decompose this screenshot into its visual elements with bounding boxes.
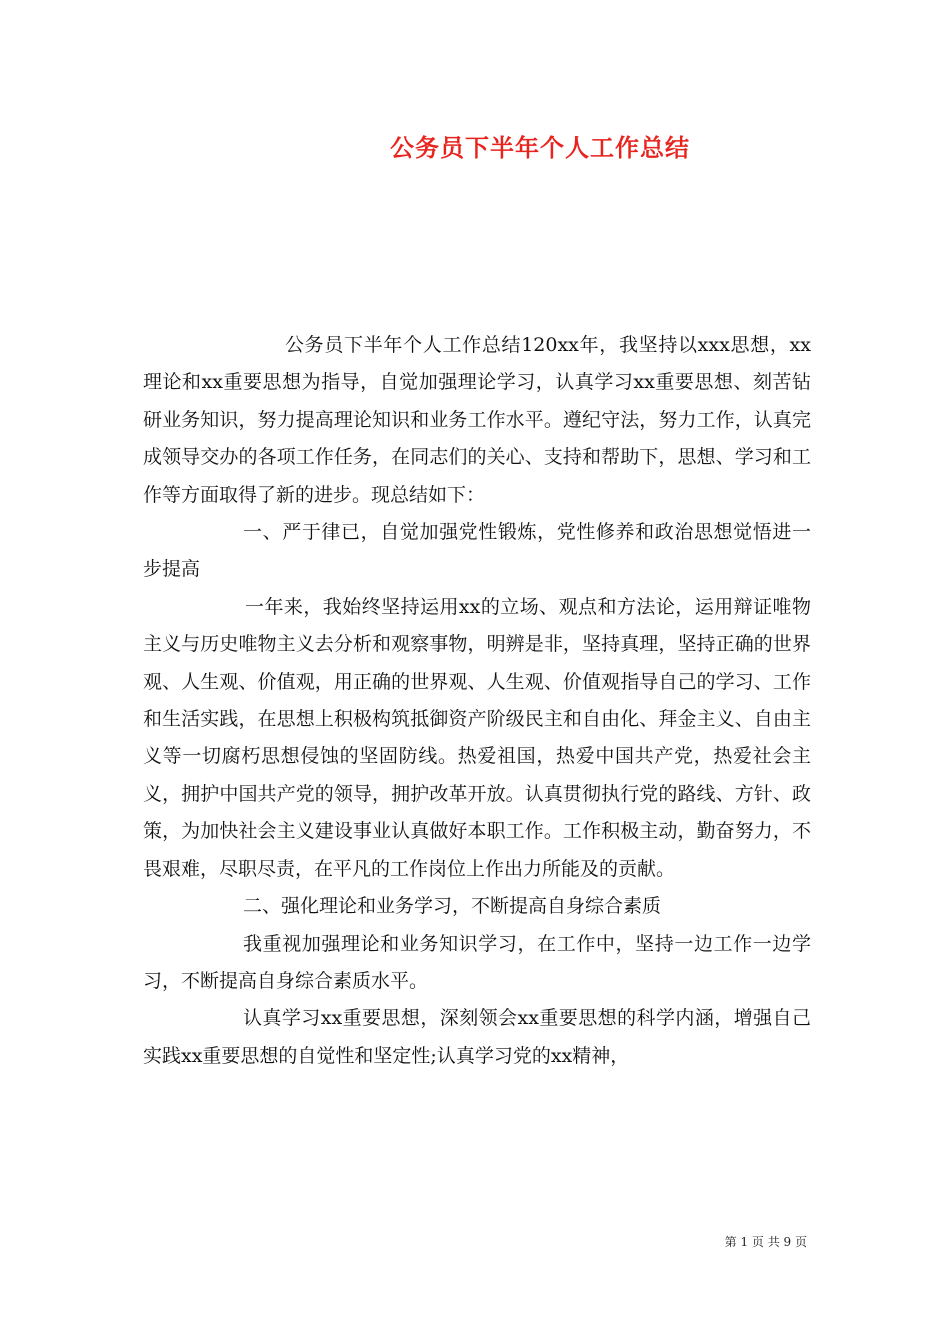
document-body xyxy=(143,327,811,1075)
section-heading-1: 一、严于律已，自觉加强党性锻炼，党性修养和政治思想觉悟进一步提高 xyxy=(143,521,811,581)
paragraph-section-2-cont: 认真学习xx重要思想，深刻领会xx重要思想的科学内涵，增强自己实践xx重要思想的自觉性和坚定性;认真学习党的xx精神， xyxy=(143,1007,811,1067)
paragraph-section-2: 我重视加强理论和业务知识学习，在工作中，坚持一边工作一边学习，不断提高自身综合素质水平。 xyxy=(143,932,811,992)
paragraph-intro: 公务员下半年个人工作总结120xx年，我坚持以xxx思想，xx理论和xx重要思想为指导，自觉加强理论学习，认真学习xx重要思想、刻苦钻研业务知识，努力提高理论知识和业务工作水平。遵纪守法，努力工作，认真完成领导交办的各项工作任务，在同志们的关心、支持和帮助下，思想、学习和工作等方面取得了新的进步。现总结如下： xyxy=(143,334,811,506)
section-heading-2: 二、强化理论和业务学习，不断提高自身综合素质 xyxy=(243,895,662,918)
paragraph-section-1: 一年来，我始终坚持运用xx的立场、观点和方法论，运用辩证唯物主义与历史唯物主义去分析和观察事物，明辨是非，坚持真理，坚持正确的世界观、人生观、价值观，用正确的世界观、人生观、价值观指导自己的学习、工作和生活实践，在思想上积极构筑抵御资产阶级民主和自由化、拜金主义、自由主义等一切腐朽思想侵蚀的坚固防线。热爱祖国，热爱中国共产党，热爱社会主义，拥护中国共产党的领导，拥护改革开放。认真贯彻执行党的路线、方针、政策，为加快社会主义建设事业认真做好本职工作。工作积极主动，勤奋努力，不畏艰难，尽职尽责，在平凡的工作岗位上作出力所能及的贡献。 xyxy=(143,595,811,880)
document-title: 公务员下半年个人工作总结 xyxy=(390,133,690,162)
page-footer: 第 1 页 共 9 页 xyxy=(724,1235,807,1249)
